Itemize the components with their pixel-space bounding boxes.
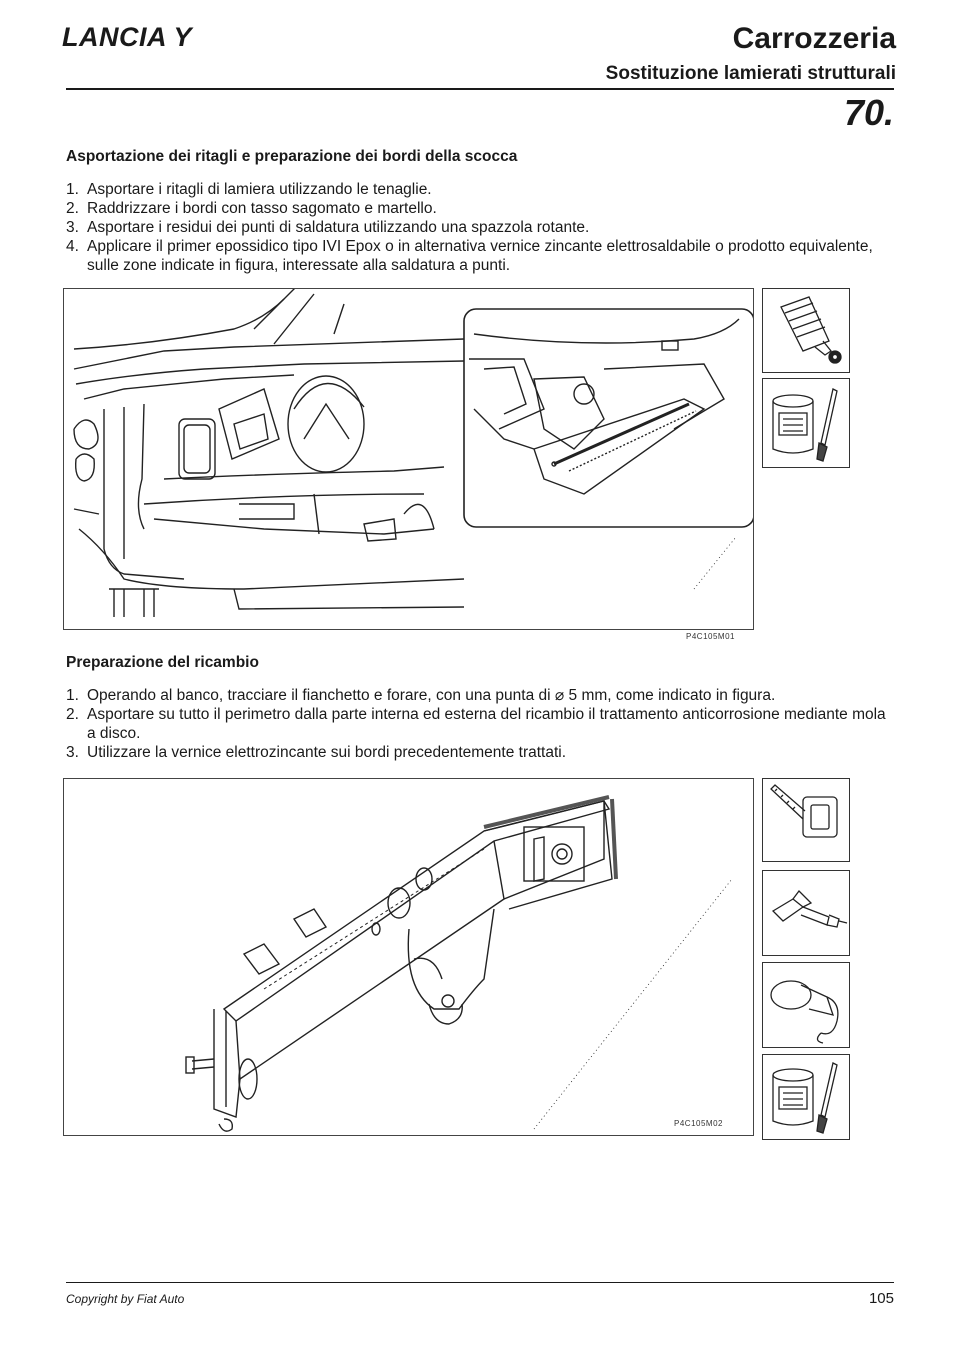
page-number: 70.	[843, 92, 894, 133]
section1-heading: Asportazione dei ritagli e preparazione dei bordi della scocca	[66, 148, 518, 165]
angle-drill-icon	[763, 871, 849, 955]
section2-heading: Preparazione del ricambio	[66, 654, 259, 671]
subsection-title: Sostituzione lamierati strutturali	[605, 63, 896, 84]
figure-code: P4C105M02	[674, 1119, 723, 1128]
section1-steps	[66, 180, 896, 275]
tool-box	[762, 962, 850, 1048]
section-title: Carrozzeria	[732, 22, 896, 55]
list-item: 1. Asportare i ritagli di lamiera utilizzando le tenaglie.	[66, 181, 432, 198]
list-item: 4. Applicare il primer epossidico tipo IVI Epox o in alternativa vernice zincante elettrosaldabile o prodotto equivalente, sulle zone indicate in figura, interessate alla saldatura a punti.	[66, 238, 873, 274]
side-member-drawing	[64, 779, 753, 1135]
list-item: 1. Operando al banco, tracciare il fianchetto e forare, con una punta di ⌀ 5 mm, come indicato in figura.	[66, 687, 776, 704]
tool-box	[762, 288, 850, 373]
list-item: 3. Utilizzare la vernice elettrozincante sui bordi precedentemente trattati.	[66, 744, 567, 761]
body-shell-figure	[63, 288, 754, 630]
header-rule	[66, 88, 894, 90]
paint-can-and-brush-icon	[763, 379, 849, 467]
list-item: 3. Asportare i residui dei punti di saldatura utilizzando una spazzola rotante.	[66, 219, 590, 236]
tool-box	[762, 778, 850, 862]
body-shell-drawing	[64, 289, 753, 629]
brand-title: LANCIA Y	[62, 22, 193, 52]
tape-measure-icon	[763, 779, 849, 861]
tool-box	[762, 1054, 850, 1140]
tool-box	[762, 378, 850, 468]
list-item: 2. Asportare su tutto il perimetro dalla parte interna ed esterna del ricambio il trattamento anticorrosione mediante mola a disco.	[66, 706, 886, 742]
footer-rule	[66, 1282, 894, 1283]
spare-part-figure	[63, 778, 754, 1136]
section2-steps	[66, 686, 896, 762]
disc-grinder-icon	[763, 963, 849, 1047]
copyright-text: Copyright by Fiat Auto	[66, 1292, 185, 1306]
paint-can-and-brush-icon	[763, 1055, 849, 1139]
list-item: 2. Raddrizzare i bordi con tasso sagomato e martello.	[66, 200, 437, 217]
tool-box	[762, 870, 850, 956]
figure-code: P4C105M01	[686, 632, 735, 641]
rotary-wire-brush-icon	[763, 289, 849, 372]
folio-number: 105	[868, 1290, 894, 1307]
